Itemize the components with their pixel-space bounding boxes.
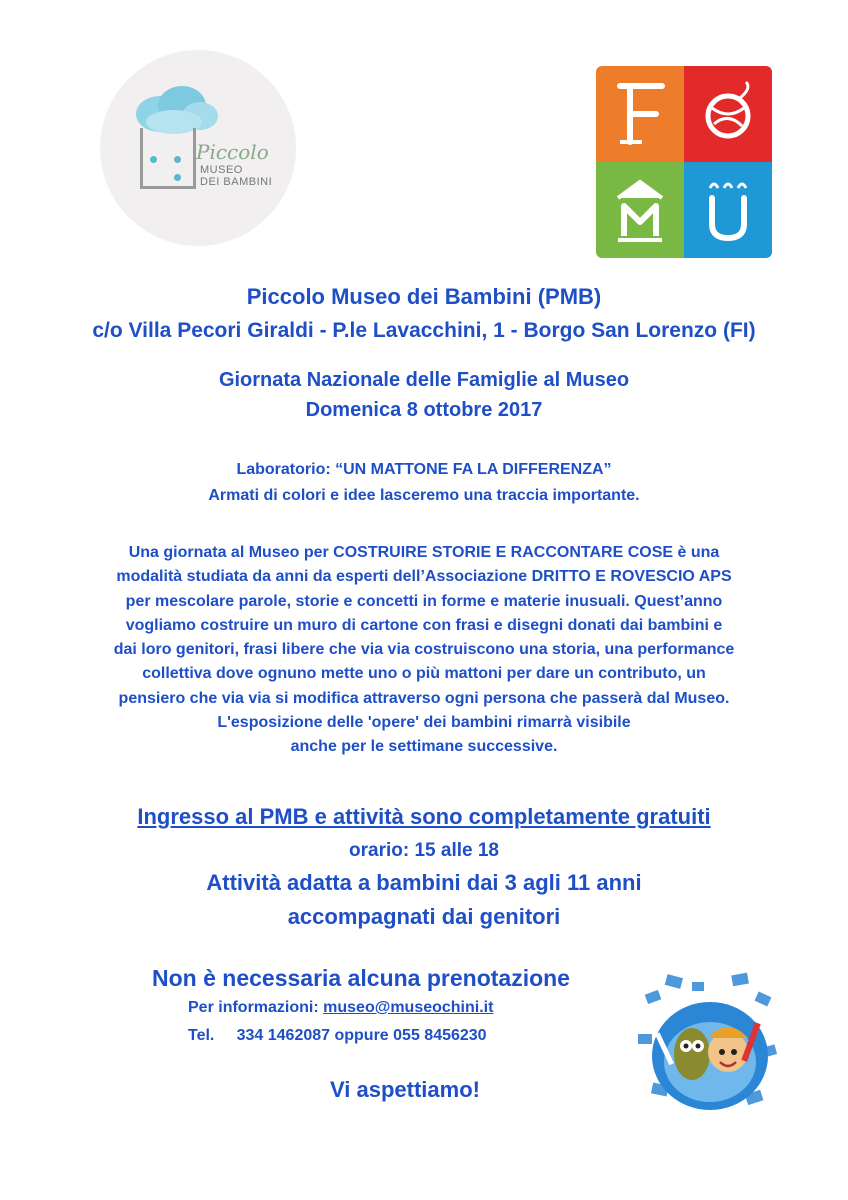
museum-address: c/o Villa Pecori Giraldi - P.le Lavacchini, 1 - Borgo San Lorenzo (FI) — [92, 319, 756, 342]
letter-m-icon — [610, 176, 670, 244]
tel-label: Tel. — [188, 1027, 215, 1044]
description-line: anche per le settimane successive. — [290, 738, 558, 756]
opening-hours: orario: 15 alle 18 — [349, 840, 499, 861]
dot-icon — [174, 174, 181, 181]
booking-notice: Non è necessaria alcuna prenotazione — [152, 965, 570, 991]
kids-mascot-illustration — [636, 972, 782, 1120]
dot-icon — [174, 156, 181, 163]
workshop-tagline: Armati di colori e idee lasceremo una traccia importante. — [208, 487, 640, 504]
email-link[interactable]: museo@museochini.it — [323, 999, 494, 1016]
dot-icon — [150, 156, 157, 163]
description-line: pensiero che via via si modifica attraverso ogni persona che passerà dal Museo. — [118, 689, 730, 707]
logo-tile-u — [684, 162, 772, 258]
description-paragraph — [50, 541, 798, 760]
free-entry-notice: Ingresso al PMB e attività sono completamente gratuiti — [137, 804, 711, 829]
info-line — [188, 999, 493, 1017]
phone-line — [188, 1027, 487, 1045]
closing-text: Vi aspettiamo! — [330, 1077, 480, 1102]
event-date: Domenica 8 ottobre 2017 — [305, 399, 543, 421]
phone-numbers: 334 1462087 oppure 055 8456230 — [236, 1027, 487, 1044]
famu-logo — [596, 66, 772, 258]
accompanied-note: accompagnati dai genitori — [287, 904, 561, 929]
logo-tile-a — [684, 66, 772, 162]
letter-u-icon — [698, 176, 758, 244]
workshop-title: Laboratorio: “UN MATTONE FA LA DIFFERENZA” — [236, 461, 612, 478]
info-label: Per informazioni: — [188, 999, 319, 1016]
event-name: Giornata Nazionale delle Famiglie al Museo — [218, 369, 630, 391]
age-range: Attività adatta a bambini dai 3 agli 11 anni — [206, 870, 642, 895]
description-line: dai loro genitori, frasi libere che via via costruiscono una storia, una performance — [113, 641, 735, 659]
description-line: vogliamo costruire un muro di cartone con frasi e disegni donati dai bambini e — [125, 616, 723, 634]
logo-tile-f — [596, 66, 684, 162]
logo-text-museo: MUSEO DEI BAMBINI — [200, 164, 273, 188]
description-line: L'esposizione delle 'opere' dei bambini rimarrà visibile — [217, 714, 631, 732]
house-outline-icon — [140, 128, 196, 189]
logo-text-piccolo: Piccolo — [196, 140, 269, 164]
logo-tile-m — [596, 162, 684, 258]
description-line: per mescolare parole, storie e concetti in forme e materie inusuali. Quest’anno — [125, 592, 723, 610]
description-line: modalità studiata da anni da esperti dell’Associazione DRITTO E ROVESCIO APS — [116, 568, 732, 586]
museum-title: Piccolo Museo dei Bambini (PMB) — [246, 284, 602, 309]
letter-f-icon — [610, 80, 670, 148]
yarn-ball-icon — [698, 80, 758, 148]
description-line: Una giornata al Museo per COSTRUIRE STORIE E RACCONTARE COSE è una — [128, 544, 720, 561]
description-line: collettiva dove ognuno mette uno o più mattoni per dare un contributo, un — [142, 665, 706, 683]
pmb-logo — [100, 50, 296, 246]
